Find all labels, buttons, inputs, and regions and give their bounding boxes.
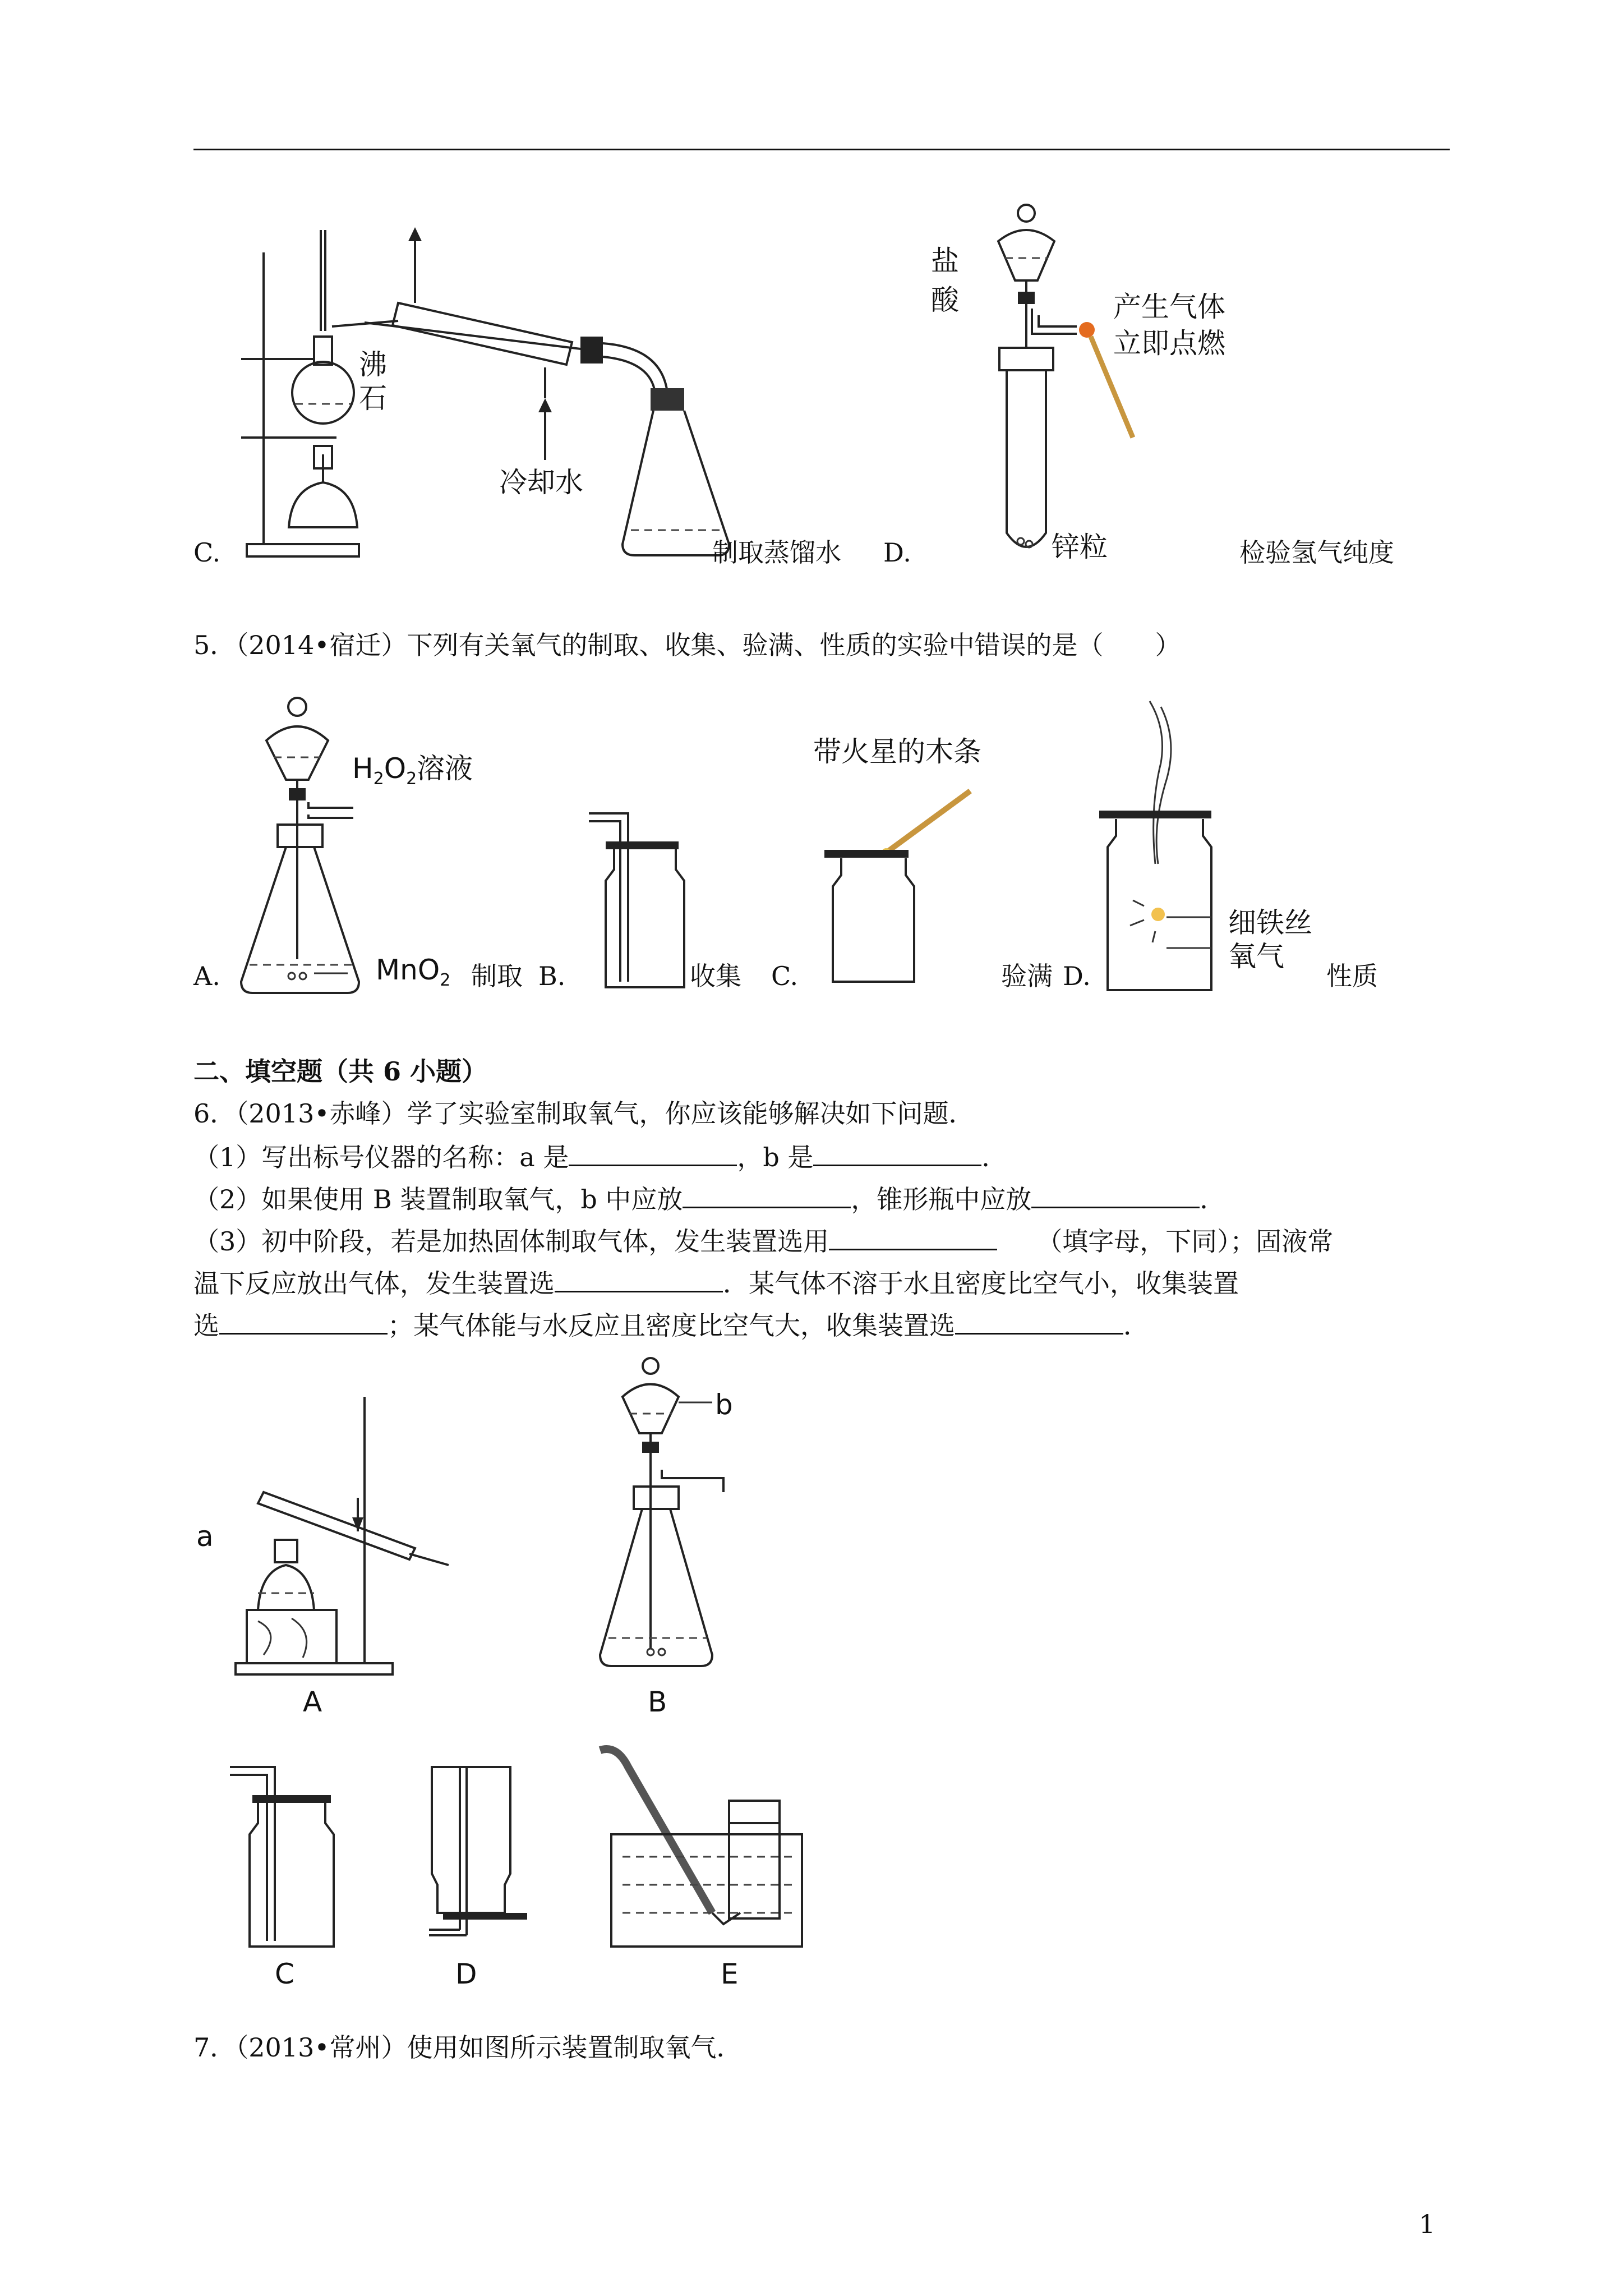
glowing-splint-figure [819, 774, 976, 987]
option-d-letter: D. [883, 537, 911, 568]
q5-option-d-letter: D. [1063, 961, 1091, 991]
q5-option-d-caption: 性质 [1326, 961, 1378, 991]
q6-part3-line3: 选 ；某气体能与水反应且密度比空气大，收集装置选 ． [193, 1307, 1149, 1342]
answer-blank[interactable] [219, 1307, 388, 1335]
q5-option-c-letter: C. [771, 961, 799, 991]
answer-blank[interactable] [1031, 1181, 1200, 1208]
splint-label: 带火星的木条 [813, 735, 981, 768]
section-title: 二、填空题（共 6 小题） [193, 1056, 488, 1087]
q6-part3-line1: （3）初中阶段，若是加热固体制取气体，发生装置选用 （填字母，下同）；固液常 [193, 1223, 1333, 1258]
apparatus-e-label: E [721, 1958, 739, 1990]
q5-option-a-letter: A. [193, 961, 220, 991]
option-c-caption: 制取蒸馏水 [712, 537, 841, 568]
iron-wire-label: 细铁丝 [1228, 907, 1312, 939]
q6-part1: （1）写出标号仪器的名称：a 是 ，b 是 ． [193, 1139, 1007, 1174]
label-b-pointer: b [715, 1388, 733, 1421]
gas-label: 产生气体立即点燃 [1113, 291, 1225, 360]
q5-option-b-letter: B. [538, 961, 566, 991]
q7-stem: 7．（2013•常州）使用如图所示装置制取氧气． [193, 2032, 743, 2063]
gas-bottle-b-figure [583, 808, 695, 993]
boiling-stone-label: 沸石 [359, 348, 387, 415]
zinc-label: 锌粒 [1052, 531, 1108, 563]
answer-blank[interactable] [829, 1223, 997, 1250]
mno2-label: MnO$_2$ [376, 954, 451, 990]
q5-option-c-caption: 验满 [1001, 961, 1053, 991]
apparatus-c-label: C [275, 1958, 294, 1990]
q6-part3-line2: 温下反应放出气体，发生装置选 ．某气体不溶于水且密度比空气小，收集装置 [193, 1265, 1239, 1300]
q5-option-b-caption: 收集 [690, 961, 741, 991]
answer-blank[interactable] [555, 1265, 723, 1292]
option-d-caption: 检验氢气纯度 [1239, 537, 1394, 568]
apparatus-c-figure [224, 1761, 353, 1952]
iron-wire-figure [1099, 696, 1245, 999]
h2o2-label: $H_2O_2$溶液 [352, 752, 473, 789]
answer-blank[interactable] [813, 1139, 981, 1166]
apparatus-d-label: D [455, 1958, 477, 1990]
apparatus-b-label: B [648, 1686, 667, 1718]
q6-part2: （2）如果使用 B 装置制取氧气，b 中应放 ，锥形瓶中应放 ． [193, 1181, 1225, 1216]
apparatus-a-figure [224, 1391, 465, 1683]
label-a-pointer: a [196, 1520, 214, 1553]
q5-option-a-caption: 制取 [471, 961, 523, 991]
q5-stem: 5．（2014•宿迁）下列有关氧气的制取、收集、验满、性质的实验中错误的是（ ） [193, 630, 1181, 660]
apparatus-e-figure [594, 1745, 819, 1958]
page-number: 1 [1419, 2209, 1436, 2239]
header-rule [193, 149, 1450, 150]
answer-blank[interactable] [569, 1139, 737, 1166]
answer-blank[interactable] [955, 1307, 1123, 1335]
cooling-water-label: 冷却水 [499, 466, 583, 499]
q6-stem: 6．（2013•赤峰）学了实验室制取氧气，你应该能够解决如下问题． [193, 1098, 975, 1129]
hydrogen-test-figure [965, 196, 1161, 567]
apparatus-a-label: A [303, 1686, 322, 1718]
apparatus-b-figure [594, 1352, 774, 1683]
option-c-letter: C. [193, 537, 221, 568]
distillation-apparatus-figure [236, 224, 768, 572]
apparatus-d-figure [426, 1761, 561, 1952]
acid-label: 盐酸 [931, 245, 959, 316]
answer-blank[interactable] [683, 1181, 851, 1208]
oxygen-label: 氧气 [1228, 940, 1284, 973]
